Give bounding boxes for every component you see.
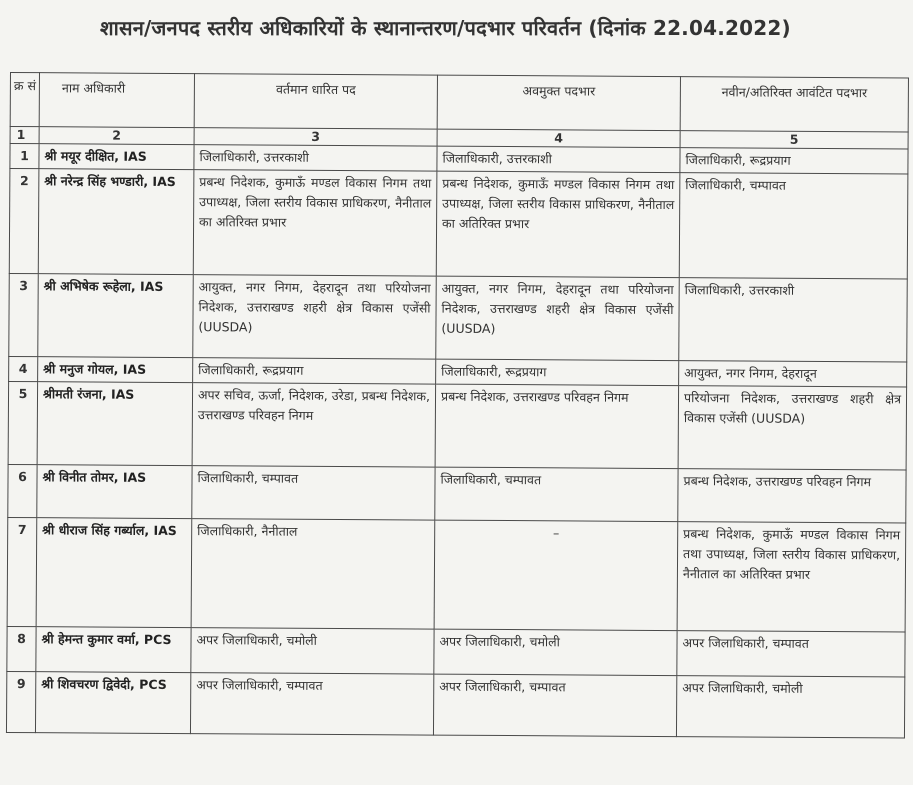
relieved-charge: – <box>434 520 678 630</box>
officer-name: श्री नरेन्द्र सिंह भण्डारी, IAS <box>38 169 194 275</box>
new-charge: परियोजना निदेशक, उत्तराखण्ड शहरी क्षेत्र विकास एजेंसी (UUSDA) <box>678 386 907 470</box>
current-post: जिलाधिकारी, रूद्रप्रयाग <box>193 358 436 384</box>
table-row <box>8 464 906 522</box>
column-number: 5 <box>680 131 908 149</box>
officer-name: श्री अभिषेक रूहेला, IAS <box>38 274 194 358</box>
current-post: जिलाधिकारी, नैनीताल <box>191 519 435 629</box>
new-charge: अपर जिलाधिकारी, चम्पावत <box>677 631 905 677</box>
current-post: अपर जिलाधिकारी, चम्पावत <box>190 673 433 735</box>
new-charge: प्रबन्ध निदेशक, कुमाऊँ मण्डल विकास निगम तथा उपाध्यक्ष, जिला स्तरीय विकास प्राधिकरण, नैनीताल का अतिरिक्त प्रभार <box>677 522 906 632</box>
new-charge: जिलाधिकारी, चम्पावत <box>679 173 908 279</box>
new-charge: जिलाधिकारी, उत्तरकाशी <box>679 278 908 362</box>
current-post: प्रबन्ध निदेशक, कुमाऊँ मण्डल विकास निगम तथा उपाध्यक्ष, जिला स्तरीय विकास प्राधिकरण, नैनीताल का अतिरिक्त प्रभार <box>193 170 437 276</box>
header-current-post: वर्तमान धारित पद <box>194 74 437 129</box>
page-title: शासन/जनपद स्तरीय अधिकारियों के स्थानान्तरण/पदभार परिवर्तन (दिनांक 22.04.2022) <box>100 16 791 40</box>
current-post: जिलाधिकारी, उत्तरकाशी <box>194 145 437 171</box>
officer-name: श्रीमती रंजना, IAS <box>37 382 193 466</box>
header-name: नाम अधिकारी <box>39 73 194 128</box>
officer-name: श्री शिवचरण द्विवेदी, PCS <box>35 672 190 734</box>
relieved-charge: प्रबन्ध निदेशक, उत्तराखण्ड परिवहन निगम <box>435 384 679 468</box>
current-post: आयुक्त, नगर निगम, देहरादून तथा परियोजना निदेशक, उत्तराखण्ड शहरी क्षेत्र विकास एजेंसी (UUSDA) <box>193 275 437 359</box>
current-post: अपर सचिव, ऊर्जा, निदेशक, उरेडा, प्रबन्ध निदेशक, उत्तराखण्ड परिवहन निगम <box>192 383 436 467</box>
column-number: 3 <box>194 128 437 146</box>
row-sno: 9 <box>6 671 35 732</box>
header-new-charge: नवीन/अतिरिक्त आवंटित पदभार <box>680 77 908 132</box>
table-row <box>9 169 908 279</box>
header-relieved-charge: अवमुक्त पदभार <box>437 75 680 130</box>
column-number: 4 <box>437 129 680 147</box>
officer-name: श्री मयूर दीक्षित, IAS <box>39 144 194 170</box>
row-sno: 8 <box>7 626 36 671</box>
header-sno: क्र सं <box>10 73 39 127</box>
row-sno: 7 <box>7 517 37 626</box>
relieved-charge: अपर जिलाधिकारी, चमोली <box>434 629 677 675</box>
relieved-charge: जिलाधिकारी, रूद्रप्रयाग <box>436 359 679 385</box>
transfer-table-sheet <box>6 72 908 738</box>
table-row <box>7 626 905 676</box>
relieved-charge: अपर जिलाधिकारी, चम्पावत <box>433 674 676 736</box>
column-number: 1 <box>10 127 39 144</box>
header-row <box>10 73 908 132</box>
relieved-charge: प्रबन्ध निदेशक, कुमाऊँ मण्डल विकास निगम तथा उपाध्यक्ष, जिला स्तरीय विकास प्राधिकरण, नैनीताल का अतिरिक्त प्रभार <box>436 171 680 277</box>
new-charge: अपर जिलाधिकारी, चमोली <box>676 676 904 738</box>
new-charge: जिलाधिकारी, रूद्रप्रयाग <box>680 148 908 174</box>
officer-name: श्री हेमन्त कुमार वर्मा, PCS <box>36 627 191 673</box>
transfer-table <box>6 72 909 738</box>
officer-name: श्री मनुज गोयल, IAS <box>38 357 193 383</box>
relieved-charge: जिलाधिकारी, उत्तरकाशी <box>437 146 680 172</box>
column-number: 2 <box>39 127 194 145</box>
row-sno: 4 <box>9 356 38 381</box>
row-sno: 5 <box>8 381 38 464</box>
relieved-charge: जिलाधिकारी, चम्पावत <box>435 467 678 521</box>
row-sno: 6 <box>8 464 37 517</box>
table-row <box>8 381 906 469</box>
table-row <box>7 517 906 631</box>
new-charge: प्रबन्ध निदेशक, उत्तराखण्ड परिवहन निगम <box>678 469 906 523</box>
row-sno: 1 <box>10 144 39 169</box>
officer-name: श्री धीराज सिंह गर्ब्याल, IAS <box>36 518 192 628</box>
table-row <box>6 671 904 737</box>
row-sno: 2 <box>9 169 39 274</box>
current-post: अपर जिलाधिकारी, चमोली <box>191 628 434 674</box>
table-row <box>9 273 907 361</box>
relieved-charge: आयुक्त, नगर निगम, देहरादून तथा परियोजना निदेशक, उत्तराखण्ड शहरी क्षेत्र विकास एजेंसी (UUSDA) <box>436 276 680 360</box>
current-post: जिलाधिकारी, चम्पावत <box>192 466 435 520</box>
row-sno: 3 <box>9 273 39 356</box>
new-charge: आयुक्त, नगर निगम, देहरादून <box>679 361 907 387</box>
officer-name: श्री विनीत तोमर, IAS <box>37 465 192 519</box>
